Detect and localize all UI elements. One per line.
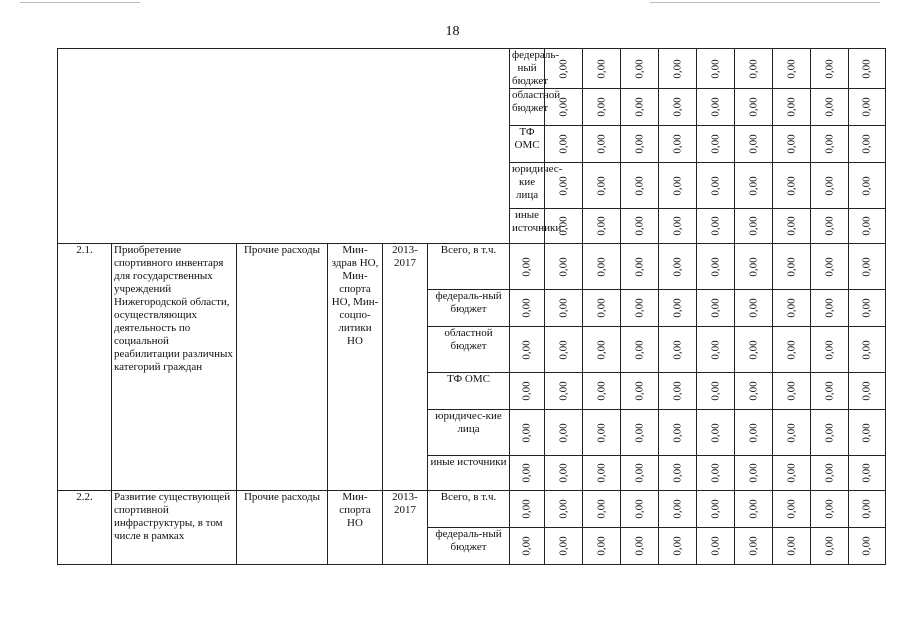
value-cell: 0,00 [811, 327, 849, 373]
value-cell: 0,00 [697, 244, 735, 290]
value-cell: 0,00 [583, 327, 621, 373]
value-cell: 0,00 [583, 528, 621, 565]
value-cell: 0,00 [583, 126, 621, 163]
source-cell: областной бюджет [428, 327, 510, 373]
value-cell: 0,00 [811, 244, 849, 290]
value-cell: 0,00 [659, 373, 697, 410]
source-cell: Всего, в т.ч. [428, 244, 510, 290]
value-cell: 0,00 [583, 456, 621, 491]
scan-mark-left [20, 2, 140, 3]
source-cell: юридичес-кие лица [428, 410, 510, 456]
value-cell: 0,00 [735, 373, 773, 410]
value-cell: 0,00 [621, 244, 659, 290]
value-cell: 0,00 [510, 491, 545, 528]
value-cell: 0,00 [545, 126, 583, 163]
value-cell: 0,00 [697, 456, 735, 491]
value-cell: 0,00 [697, 373, 735, 410]
value-cell: 0,00 [735, 456, 773, 491]
value-cell: 0,00 [849, 163, 886, 209]
value-cell: 0,00 [621, 290, 659, 327]
measure-name: Развитие существующей спортивной инфраструктуры, в том числе в рамках [112, 491, 237, 565]
measure-name: Приобретение спортивного инвентаря для государственных учреждений Нижегородской области, осуществляющих деятельность по социальной реабилитации различных категорий граждан [112, 244, 237, 491]
source-cell: иные источники [428, 456, 510, 491]
value-cell: 0,00 [621, 49, 659, 89]
value-cell: 0,00 [583, 244, 621, 290]
value-cell: 0,00 [510, 290, 545, 327]
scan-mark-right [650, 2, 880, 3]
value-cell: 0,00 [697, 528, 735, 565]
value-cell: 0,00 [545, 244, 583, 290]
value-cell: 0,00 [510, 528, 545, 565]
value-cell: 0,00 [773, 491, 811, 528]
value-cell: 0,00 [849, 290, 886, 327]
value-cell: 0,00 [659, 163, 697, 209]
value-cell: 0,00 [735, 49, 773, 89]
value-cell: 0,00 [773, 49, 811, 89]
value-cell: 0,00 [849, 126, 886, 163]
source-cell: федераль-ный бюджет [428, 528, 510, 565]
value-cell: 0,00 [545, 373, 583, 410]
value-cell: 0,00 [849, 491, 886, 528]
value-cell: 0,00 [773, 163, 811, 209]
value-cell: 0,00 [659, 410, 697, 456]
value-cell: 0,00 [545, 528, 583, 565]
value-cell: 0,00 [773, 373, 811, 410]
value-cell: 0,00 [735, 410, 773, 456]
value-cell: 0,00 [659, 528, 697, 565]
value-cell: 0,00 [811, 209, 849, 244]
value-cell: 0,00 [849, 327, 886, 373]
value-cell: 0,00 [545, 89, 583, 126]
value-cell: 0,00 [849, 528, 886, 565]
value-cell: 0,00 [849, 49, 886, 89]
value-cell: 0,00 [773, 290, 811, 327]
value-cell: 0,00 [545, 327, 583, 373]
source-cell: юридичес-кие лица [510, 163, 545, 209]
value-cell: 0,00 [697, 209, 735, 244]
value-cell: 0,00 [697, 327, 735, 373]
value-cell: 0,00 [621, 163, 659, 209]
source-cell: ТФ ОМС [510, 126, 545, 163]
value-cell: 0,00 [545, 163, 583, 209]
value-cell: 0,00 [621, 410, 659, 456]
value-cell: 0,00 [510, 410, 545, 456]
value-cell: 0,00 [621, 209, 659, 244]
value-cell: 0,00 [510, 456, 545, 491]
value-cell: 0,00 [773, 456, 811, 491]
value-cell: 0,00 [811, 373, 849, 410]
value-cell: 0,00 [773, 327, 811, 373]
expense-type: Прочие расходы [237, 244, 328, 491]
value-cell: 0,00 [659, 290, 697, 327]
value-cell: 0,00 [697, 410, 735, 456]
value-cell: 0,00 [659, 126, 697, 163]
value-cell: 0,00 [735, 290, 773, 327]
value-cell: 0,00 [545, 410, 583, 456]
value-cell: 0,00 [621, 89, 659, 126]
source-cell: областной бюджет [510, 89, 545, 126]
value-cell: 0,00 [659, 209, 697, 244]
source-cell: федераль-ный бюджет [510, 49, 545, 89]
value-cell: 0,00 [773, 528, 811, 565]
table-row [58, 244, 886, 290]
value-cell: 0,00 [849, 456, 886, 491]
value-cell: 0,00 [583, 209, 621, 244]
value-cell: 0,00 [583, 290, 621, 327]
value-cell: 0,00 [583, 89, 621, 126]
value-cell: 0,00 [773, 126, 811, 163]
value-cell: 0,00 [621, 528, 659, 565]
value-cell: 0,00 [621, 456, 659, 491]
source-cell: федераль-ный бюджет [428, 290, 510, 327]
table-row [58, 491, 886, 528]
table-row [58, 49, 886, 89]
continued-block [58, 49, 510, 244]
source-cell: иные источники [510, 209, 545, 244]
value-cell: 0,00 [583, 163, 621, 209]
value-cell: 0,00 [811, 491, 849, 528]
source-cell: Всего, в т.ч. [428, 491, 510, 528]
row-number: 2.2. [58, 491, 112, 565]
value-cell: 0,00 [811, 410, 849, 456]
value-cell: 0,00 [811, 126, 849, 163]
value-cell: 0,00 [773, 89, 811, 126]
value-cell: 0,00 [697, 491, 735, 528]
period: 2013-2017 [383, 244, 428, 491]
value-cell: 0,00 [510, 327, 545, 373]
period: 2013-2017 [383, 491, 428, 565]
value-cell: 0,00 [697, 49, 735, 89]
value-cell: 0,00 [697, 126, 735, 163]
value-cell: 0,00 [583, 410, 621, 456]
value-cell: 0,00 [849, 89, 886, 126]
value-cell: 0,00 [510, 373, 545, 410]
executor: Мин-спорта НО [328, 491, 383, 565]
value-cell: 0,00 [697, 163, 735, 209]
value-cell: 0,00 [811, 163, 849, 209]
value-cell: 0,00 [849, 373, 886, 410]
value-cell: 0,00 [659, 491, 697, 528]
value-cell: 0,00 [773, 410, 811, 456]
value-cell: 0,00 [659, 327, 697, 373]
value-cell: 0,00 [545, 209, 583, 244]
value-cell: 0,00 [545, 491, 583, 528]
value-cell: 0,00 [811, 89, 849, 126]
value-cell: 0,00 [735, 209, 773, 244]
value-cell: 0,00 [583, 49, 621, 89]
value-cell: 0,00 [583, 491, 621, 528]
value-cell: 0,00 [811, 49, 849, 89]
value-cell: 0,00 [735, 327, 773, 373]
budget-table [57, 48, 886, 565]
expense-type: Прочие расходы [237, 491, 328, 565]
value-cell: 0,00 [849, 410, 886, 456]
value-cell: 0,00 [811, 528, 849, 565]
source-cell: ТФ ОМС [428, 373, 510, 410]
value-cell: 0,00 [583, 373, 621, 410]
value-cell: 0,00 [545, 290, 583, 327]
value-cell: 0,00 [735, 528, 773, 565]
value-cell: 0,00 [697, 89, 735, 126]
value-cell: 0,00 [621, 327, 659, 373]
executor: Мин-здрав НО, Мин-спорта НО, Мин-соцпо-литики НО [328, 244, 383, 491]
value-cell: 0,00 [773, 244, 811, 290]
value-cell: 0,00 [773, 209, 811, 244]
value-cell: 0,00 [849, 244, 886, 290]
value-cell: 0,00 [811, 290, 849, 327]
value-cell: 0,00 [735, 491, 773, 528]
value-cell: 0,00 [811, 456, 849, 491]
value-cell: 0,00 [545, 456, 583, 491]
value-cell: 0,00 [510, 244, 545, 290]
value-cell: 0,00 [659, 49, 697, 89]
value-cell: 0,00 [735, 126, 773, 163]
value-cell: 0,00 [621, 373, 659, 410]
value-cell: 0,00 [621, 126, 659, 163]
page-number: 18 [445, 24, 460, 39]
value-cell: 0,00 [659, 244, 697, 290]
value-cell: 0,00 [849, 209, 886, 244]
value-cell: 0,00 [735, 163, 773, 209]
row-number: 2.1. [58, 244, 112, 491]
value-cell: 0,00 [545, 49, 583, 89]
value-cell: 0,00 [621, 491, 659, 528]
value-cell: 0,00 [697, 290, 735, 327]
value-cell: 0,00 [659, 89, 697, 126]
value-cell: 0,00 [735, 244, 773, 290]
value-cell: 0,00 [659, 456, 697, 491]
value-cell: 0,00 [735, 89, 773, 126]
